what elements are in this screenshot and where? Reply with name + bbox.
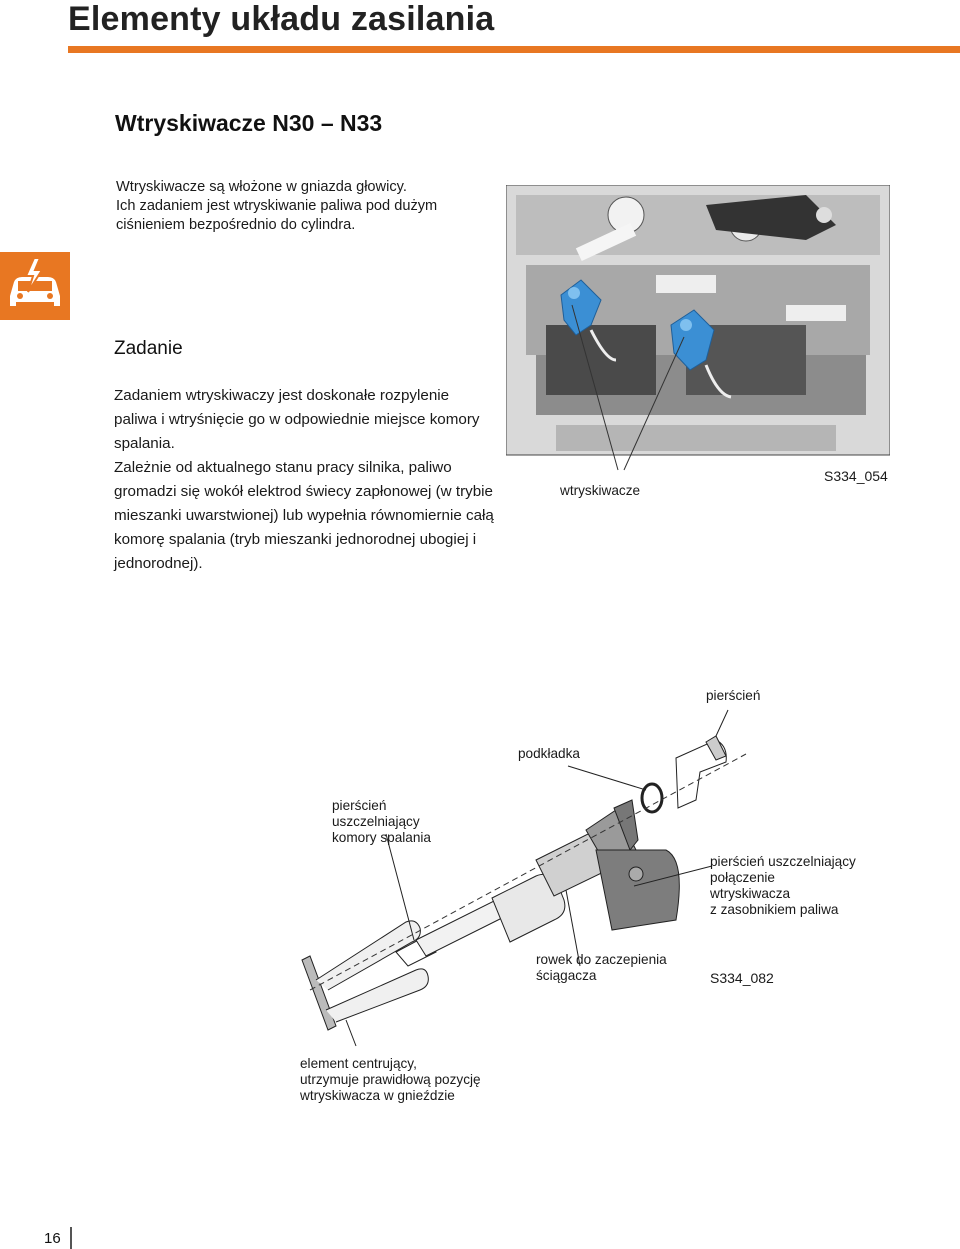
label-line: połączenie wtryskiwacza: [710, 870, 791, 901]
label-ring: pierścień: [706, 688, 761, 703]
label-line: utrzymuje prawidłową pozycję: [300, 1072, 481, 1087]
figure1-label: wtryskiwacze: [560, 483, 641, 498]
title-underline: [68, 46, 960, 53]
injectors-photo-figure: [506, 185, 890, 498]
label-line: ściągacza: [536, 968, 597, 983]
label-line: uszczelniający: [332, 814, 420, 829]
intro-paragraph: [116, 178, 476, 235]
page-number: 16: [44, 1230, 61, 1247]
task-body: [114, 384, 494, 576]
label-line: pierścień uszczelniający: [710, 854, 856, 869]
task-paragraph: Zależnie od aktualnego stanu pracy silnika, paliwo gromadzi się wokół elektrod świecy zapłonowej (w trybie mieszanki uwarstwionej) lub wypełnia równomiernie całą komorę spalania (tryb mieszanki jednorodnej ubogiej i jednorodnej).: [114, 459, 494, 572]
engine-head-illustration: [506, 185, 890, 480]
label-washer: podkładka: [518, 746, 580, 761]
label-groove: [536, 952, 667, 984]
label-centering: [300, 1056, 481, 1104]
label-line: wtryskiwacza w gnieździe: [300, 1088, 455, 1103]
car-electric-icon: [0, 252, 70, 320]
task-paragraph: Zadaniem wtryskiwaczy jest doskonałe rozpylenie paliwa i wtryśnięcie go w odpowiednie miejsce komory spalania.: [114, 387, 480, 452]
section-heading: Wtryskiwacze N30 – N33: [115, 110, 383, 136]
label-line: element centrujący,: [300, 1056, 417, 1071]
figure2-code: S334_082: [710, 970, 774, 986]
label-combustion-seal: [332, 798, 431, 846]
figure1-code: S334_054: [824, 468, 888, 484]
task-heading: Zadanie: [114, 338, 183, 359]
intro-line: Wtryskiwacze są włożone w gniazda głowicy.: [116, 179, 407, 195]
intro-line: ciśnieniem bezpośrednio do cylindra.: [116, 217, 356, 233]
label-line: z zasobnikiem paliwa: [710, 902, 839, 917]
label-rail-seal: [710, 854, 856, 918]
intro-line: Ich zadaniem jest wtryskiwanie paliwa pod dużym: [116, 198, 438, 214]
label-line: pierścień: [332, 798, 387, 813]
page-title: Elementy układu zasilania: [68, 0, 495, 38]
footer-divider: [70, 1227, 72, 1249]
centering-element: [302, 921, 428, 1030]
label-line: komory spalania: [332, 830, 431, 845]
label-line: rowek do zaczepienia: [536, 952, 667, 967]
injector-exploded-figure: [296, 688, 856, 1103]
